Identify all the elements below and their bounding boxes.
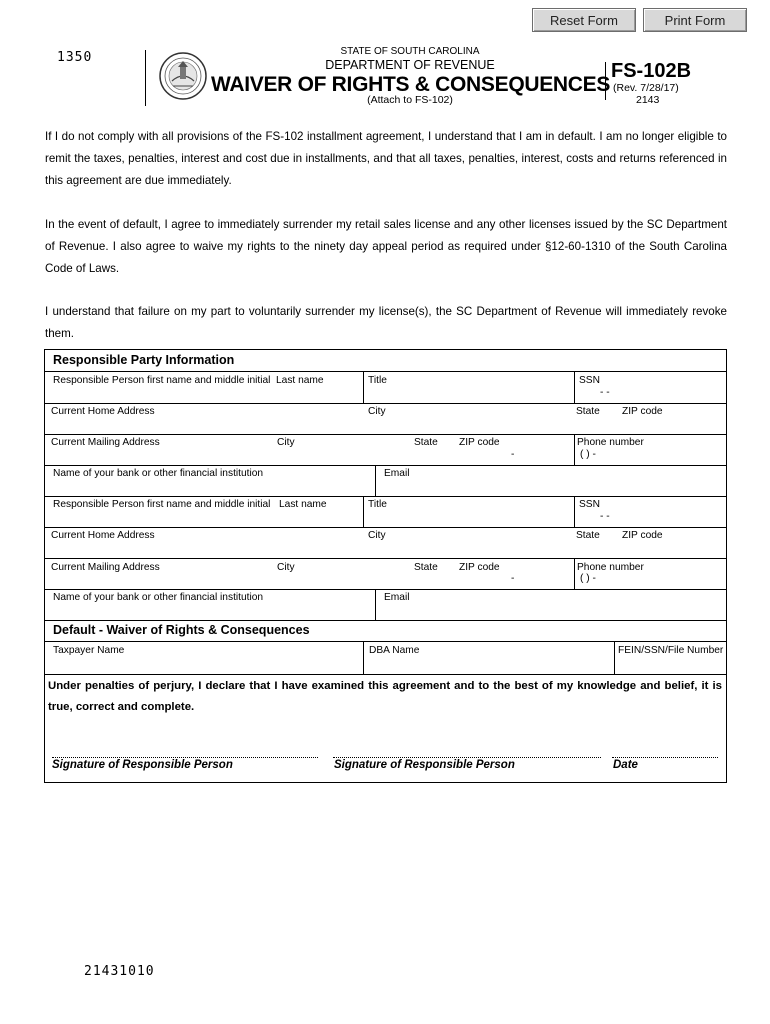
divider [375,590,376,620]
divider [45,620,726,621]
date-label: Date [613,759,638,771]
home-state-field-1[interactable]: State [576,406,600,417]
divider [45,558,726,559]
divider [45,434,726,435]
divider [574,559,575,590]
signature-label-2: Signature of Responsible Person [334,759,515,771]
home-zip-field-1[interactable]: ZIP code [622,406,663,417]
form-number-divider [605,62,606,100]
first-name-field-1[interactable]: Responsible Person first name and middle initial [53,375,271,386]
bank-field-1[interactable]: Name of your bank or other financial institution [53,468,264,479]
sc-seal-logo [158,51,208,101]
ssn-field-1[interactable]: SSN [579,375,600,386]
zip-dash-2: - [511,573,515,584]
default-paragraph: If I do not comply with all provisions of the FS-102 installment agreement, I understand that I am in default. I am no longer eligible to remit the taxes, penalties, interest and cost due in installments, and that all taxes, penalties, interest, costs and returns referenced in this agreement are due immediately. [45,130,727,187]
phone-format-2: ( ) - [580,573,596,584]
taxpayer-name-field[interactable]: Taxpayer Name [53,645,125,656]
mailing-state-field-1[interactable]: State [414,437,438,448]
responsible-party-heading: Responsible Party Information [53,353,235,367]
date-line[interactable] [612,757,718,758]
header-divider [145,50,146,106]
divider [574,372,575,403]
signature-line-1[interactable] [52,757,318,758]
divider [45,527,726,528]
divider [45,641,726,642]
ssn-format-2: - - [600,511,610,522]
last-name-field-1[interactable]: Last name [276,375,324,386]
ssn-field-2[interactable]: SSN [579,499,600,510]
reset-form-button[interactable]: Reset Form [532,8,636,32]
divider [375,466,376,497]
zip-dash-1: - [511,449,515,460]
last-name-field-2[interactable]: Last name [279,499,327,510]
revision-date: (Rev. 7/28/17) [613,82,679,94]
phone-field-2[interactable]: Phone number [577,562,644,573]
home-city-field-1[interactable]: City [368,406,386,417]
home-state-field-2[interactable]: State [576,530,600,541]
home-address-field-2[interactable]: Current Home Address [51,530,155,541]
email-field-1[interactable]: Email [384,468,410,479]
title-field-2[interactable]: Title [368,499,387,510]
form-code-2143: 2143 [636,94,660,106]
revoke-paragraph: I understand that failure on my part to voluntarily surrender my license(s), the SC Department of Revenue will immediately revoke them. [45,305,727,340]
ssn-format-1: - - [600,387,610,398]
divider [614,642,615,674]
divider [363,497,364,527]
form-code: 1350 [57,50,93,65]
divider [45,403,726,404]
phone-field-1[interactable]: Phone number [577,437,644,448]
default-waiver-heading: Default - Waiver of Rights & Consequences [53,623,310,637]
divider [363,642,364,674]
phone-format-1: ( ) - [580,449,596,460]
attach-note: (Attach to FS-102) [367,94,453,106]
email-field-2[interactable]: Email [384,592,410,603]
home-city-field-2[interactable]: City [368,530,386,541]
title-field-1[interactable]: Title [368,375,387,386]
home-zip-field-2[interactable]: ZIP code [622,530,663,541]
mailing-city-field-1[interactable]: City [277,437,295,448]
divider [45,589,726,590]
form-number: FS-102B [611,60,692,82]
divider [45,674,726,675]
divider [363,372,364,403]
print-form-button[interactable]: Print Form [643,8,747,32]
mailing-city-field-2[interactable]: City [277,562,295,573]
mailing-state-field-2[interactable]: State [414,562,438,573]
mailing-address-field-1[interactable]: Current Mailing Address [51,437,160,448]
mailing-zip-field-1[interactable]: ZIP code [459,437,500,448]
dba-name-field[interactable]: DBA Name [369,645,420,656]
first-name-field-2[interactable]: Responsible Person first name and middle initial [53,499,271,510]
divider [45,465,726,466]
divider [574,497,575,527]
mailing-zip-field-2[interactable]: ZIP code [459,562,500,573]
signature-line-2[interactable] [333,757,601,758]
footer-code: 21431010 [84,964,155,979]
fein-field[interactable]: FEIN/SSN/File Number [618,645,724,656]
divider [574,435,575,466]
perjury-statement: Under penalties of perjury, I declare that I have examined this agreement and to the best of my knowledge and belief, it is true, correct and complete. [48,680,722,713]
surrender-paragraph: In the event of default, I agree to immediately surrender my retail sales license and any other licenses issued by the SC Department of Revenue. I also agree to waive my rights to the ninety day appeal period as required under §12-60-1310 of the South Carolina Code of Laws. [45,218,727,275]
divider [45,496,726,497]
state-name: STATE OF SOUTH CAROLINA [340,46,480,57]
department-name: DEPARTMENT OF REVENUE [325,58,495,72]
home-address-field-1[interactable]: Current Home Address [51,406,155,417]
mailing-address-field-2[interactable]: Current Mailing Address [51,562,160,573]
form-title: WAIVER OF RIGHTS & CONSEQUENCES [211,73,611,96]
bank-field-2[interactable]: Name of your bank or other financial institution [53,592,264,603]
divider [45,371,726,372]
signature-label-1: Signature of Responsible Person [52,759,233,771]
